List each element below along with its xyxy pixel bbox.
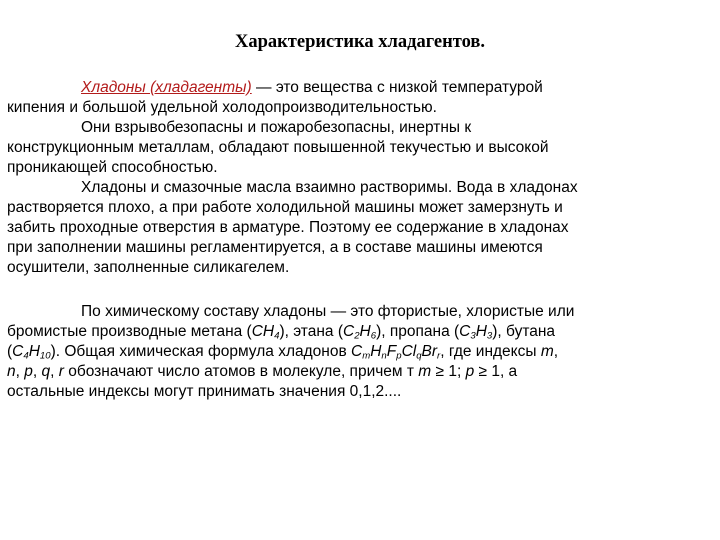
refrigerants-link[interactable]: Хладоны (хладагенты) — [81, 79, 252, 96]
text-line: Они взрывобезопасны и пожаробезопасны, инертны к — [81, 119, 472, 136]
text-fragment: , — [32, 363, 42, 380]
formula-part: H — [370, 343, 382, 360]
formula-index: 3 — [486, 330, 493, 342]
text-line: кипения и большой удельной холодопроизводительностью. — [7, 99, 437, 116]
text-line: Хладоны и смазочные масла взаимно растворимы. Вода в хладонах — [81, 179, 578, 196]
chemical-composition — [7, 302, 713, 402]
index-symbol: m — [418, 363, 432, 380]
text-fragment: — это вещества с низкой температурой — [251, 79, 543, 96]
formula-index: n — [381, 350, 387, 362]
text-line: забить проходные отверстия в арматуре. Поэтому ее содержание в хладонах — [7, 219, 569, 236]
text-fragment: , — [553, 343, 559, 360]
formula-ethane — [343, 323, 376, 340]
formula-part: Cl — [401, 343, 417, 360]
text-line — [7, 322, 713, 342]
text-line: растворяется плохо, а при работе холодильной машины может замерзнуть и — [7, 199, 563, 216]
text-fragment: , где индексы — [440, 343, 541, 360]
text-line: осушители, заполненные силикагелем. — [7, 259, 290, 276]
text-line: остальные индексы могут принимать значения 0,1,2.... — [7, 383, 402, 400]
formula-methane — [252, 323, 280, 340]
text-line: По химическому составу хладоны — это фтористые, хлористые или — [81, 303, 575, 320]
text-line — [7, 78, 713, 98]
formula-part: H — [28, 343, 40, 360]
index-symbol: p — [24, 363, 33, 380]
formula-part: C — [12, 343, 24, 360]
formula-part: C — [459, 323, 471, 340]
text-line — [7, 362, 713, 382]
refrigerant-description — [7, 78, 713, 278]
text-fragment: ), этана ( — [279, 323, 343, 340]
formula-butane — [12, 343, 50, 360]
formula-part: F — [386, 343, 397, 360]
text-fragment: ), бутана — [492, 323, 556, 340]
formula-index: p — [396, 350, 402, 362]
text-line: конструкционным металлам, обладают повышенной текучестью и высокой — [7, 139, 549, 156]
formula-index: m — [362, 350, 371, 362]
index-symbol: n — [7, 363, 16, 380]
text-fragment: ). Общая химическая формула хладонов — [50, 343, 351, 360]
formula-index: 4 — [274, 330, 280, 342]
index-symbol: p — [465, 363, 475, 380]
formula-index: 10 — [39, 350, 51, 362]
formula-part: C — [351, 343, 363, 360]
index-symbol: r — [58, 363, 64, 380]
formula-part: H — [359, 323, 371, 340]
text-fragment: обозначают число атомов в молекуле, причем т — [63, 363, 419, 380]
formula-part: Br — [421, 343, 438, 360]
text-fragment: ≥ 1; — [431, 363, 466, 380]
text-line: при заполнении машины регламентируется, а в составе машины имеются — [7, 239, 543, 256]
text-fragment: бромистые производные метана ( — [7, 323, 252, 340]
text-line: проникающей способностью. — [7, 159, 218, 176]
formula-index: 2 — [354, 330, 360, 342]
index-symbol: q — [41, 363, 51, 380]
text-fragment: ≥ 1, а — [474, 363, 518, 380]
formula-part: C — [343, 323, 355, 340]
formula-index: q — [416, 350, 422, 362]
formula-index: 3 — [470, 330, 476, 342]
index-symbol: m — [540, 343, 554, 360]
text-fragment: ( — [7, 343, 13, 360]
formula-part: H — [475, 323, 487, 340]
text-fragment: , — [50, 363, 59, 380]
formula-index: r — [437, 350, 441, 362]
general-formula — [351, 343, 440, 360]
formula-index: 4 — [23, 350, 29, 362]
text-fragment: ), пропана ( — [376, 323, 460, 340]
formula-index: 6 — [370, 330, 377, 342]
formula-propane — [459, 323, 492, 340]
slide-title: Характеристика хладагентов. — [234, 32, 486, 52]
text-fragment: , — [15, 363, 25, 380]
formula-part: CH — [251, 323, 275, 340]
text-line — [7, 342, 713, 362]
